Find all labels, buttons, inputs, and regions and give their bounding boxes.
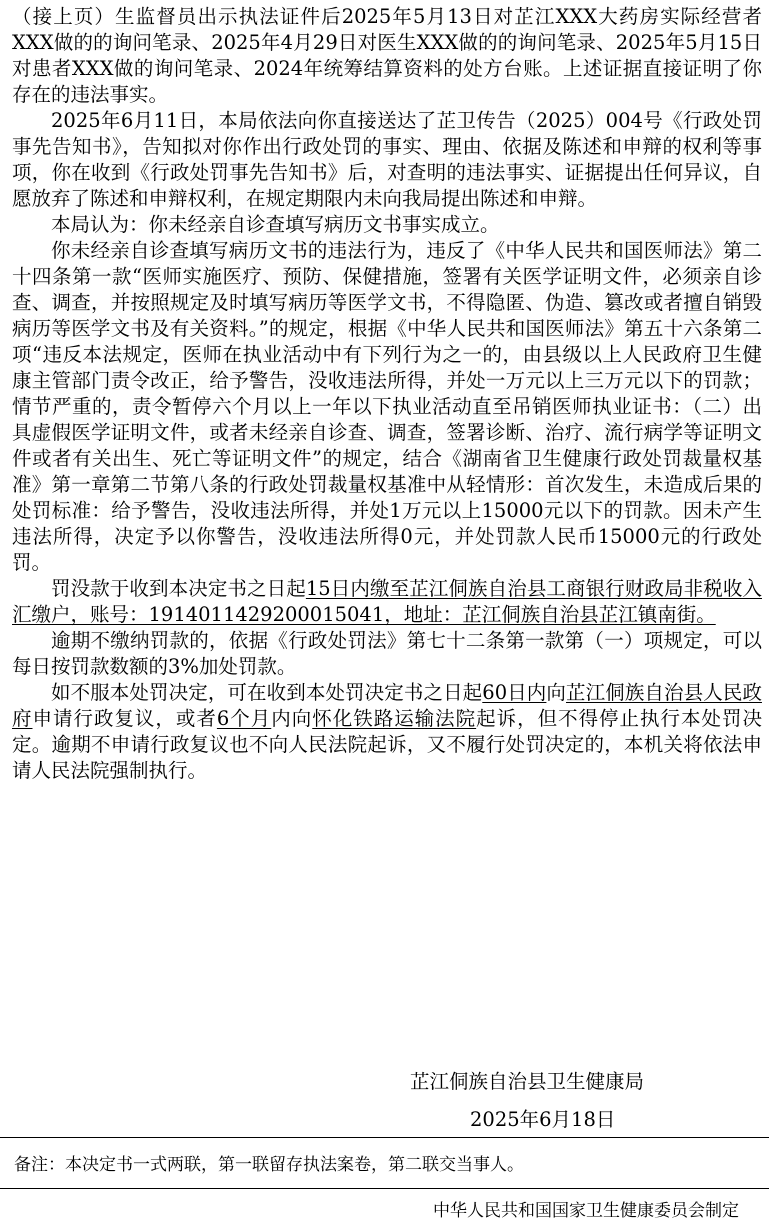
review-authority: 芷江侗族自治县人民政府 [12, 681, 762, 730]
appeal-text-i: 起诉，但不得停止执行本处罚决定。逾期不申请行政复议也不向人民法院起诉，又不履行处罚决定的，本机关将依法申请人民法院强制执行。 [12, 707, 762, 782]
court-name: 怀化铁路运输法院 [312, 707, 477, 730]
decision-body [12, 4, 762, 784]
appeal-text-a: 如不服本处罚决定，可在收到本处罚决定书之日起 [51, 681, 483, 704]
issuing-authority: 芷江侗族自治县卫生健康局 [410, 1070, 645, 1093]
evidence-paragraph: （接上页）生监督员出示执法证件后2025年5月13日对芷江XXX大药房实际经营者XXX做的的询问笔录、2025年4月29日对医生XXX做的的询问笔录、2025年5月15日对患者XXX做的询问笔录、2024年统筹结算资料的处方台账。上述证据直接证明了你存在的违法事实。 [12, 5, 762, 106]
appeal-paragraph [12, 680, 762, 784]
footer-divider-bottom [0, 1188, 769, 1189]
appeal-days: 60日内 [482, 681, 547, 704]
footer-note: 备注：本决定书一式两联，第一联留存执法案卷，第二联交当事人。 [14, 1155, 524, 1175]
legal-basis-paragraph: 你未经亲自诊查填写病历文书的违法行为，违反了《中华人民共和国医师法》第二十四条第一款“医师实施医疗、预防、保健措施，签署有关医学证明文件，必须亲自诊查、调查，并按照规定及时填写病历等医学文书，不得隐匿、伪造、篡改或者擅自销毁病历等医学文书及有关资料。”的规定，根据《中华人民共和国医师法》第五十六条第二项“违反本法规定，医师在执业活动中有下列行为之一的，由县级以上人民政府卫生健康主管部门责令改正，给予警告，没收违法所得，并处一万元以上三万元以下的罚款；情节严重的，责令暂停六个月以上一年以下执业活动直至吊销医师执业证书：（二）出具虚假医学证明文件，或者未经亲自诊查、调查，签署诊断、治疗、流行病学等证明文件或者有关出生、死亡等证明文件”的规定，结合《湖南省卫生健康行政处罚裁量权基准》第一章第二节第八条的行政处罚裁量权基准中从轻情形：首次发生，未造成后果的处罚标准：给予警告，没收违法所得，并处1万元以上15000元以下的罚款。因未产生违法所得，决定予以你警告，没收违法所得0元，并处罚款人民币15000元的行政处罚。 [12, 239, 762, 574]
finding-paragraph: 本局认为：你未经亲自诊查填写病历文书事实成立。 [51, 213, 500, 236]
footer-divider-top [0, 1137, 769, 1138]
payment-deadline: 15日内缴至 [305, 577, 410, 600]
appeal-text-g: 内向 [271, 707, 313, 730]
form-maker: 中华人民共和国国家卫生健康委员会制定 [433, 1201, 739, 1221]
appeal-text-c: 向 [546, 681, 567, 704]
notice-paragraph: 2025年6月11日，本局依法向你直接送达了芷卫传告（2025）004号《行政处罚事先告知书》，告知拟对你作出行政处罚的事实、理由、依据及陈述和申辩的权利等事项，你在收到《行政处罚事先告知书》后，对查明的违法事实、证据提出任何异议，自愿放弃了陈述和申辩权利，在规定期限内未向我局提出陈述和申辩。 [12, 109, 762, 210]
payment-paragraph [12, 576, 762, 628]
overdue-paragraph: 逾期不缴纳罚款的，依据《行政处罚法》第七十二条第一款第（一）项规定，可以每日按罚款数额的3%加处罚款。 [12, 629, 762, 678]
lawsuit-months: 6个月 [216, 707, 272, 730]
payment-text-a: 罚没款于收到本决定书之日起 [51, 577, 306, 600]
issue-date: 2025年6月18日 [470, 1108, 616, 1131]
payment-account: 芷江侗族自治县工商银行财政局非税收入汇缴户，账号：1914011429200015041，地址：芷江侗族自治县芷江镇南街。 [12, 577, 762, 626]
appeal-text-e: 申请行政复议，或者 [32, 707, 217, 730]
